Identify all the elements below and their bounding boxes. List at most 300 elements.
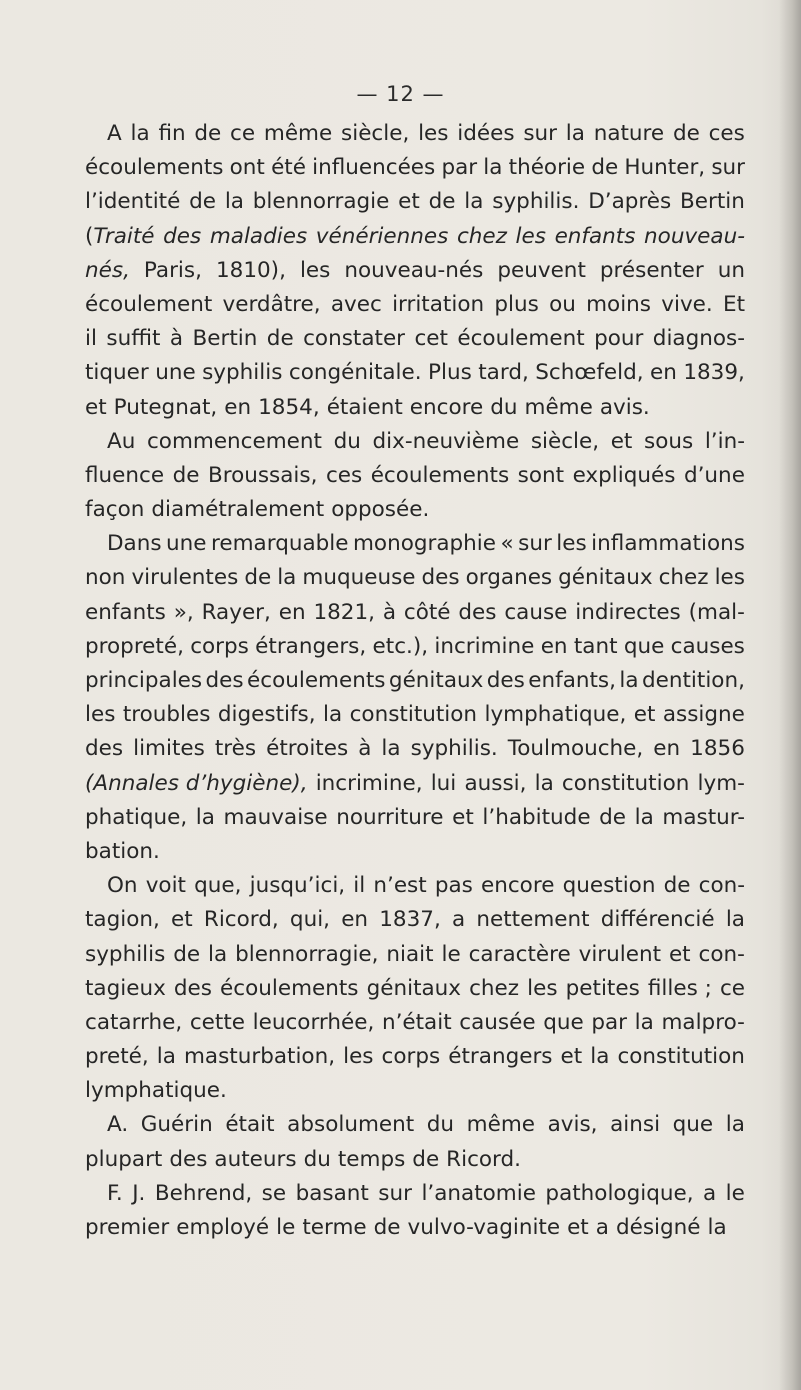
word: Ricord, xyxy=(203,907,279,933)
word: été xyxy=(271,155,306,181)
word: la xyxy=(277,565,297,591)
word: d’une xyxy=(683,462,745,488)
word: par xyxy=(591,1009,628,1035)
word: côté xyxy=(403,599,451,625)
word: des xyxy=(458,599,497,625)
word: Hunter, xyxy=(624,155,706,181)
word: ces xyxy=(325,462,363,488)
word: suffit xyxy=(106,326,161,352)
word: en xyxy=(653,736,681,762)
word: constater xyxy=(303,326,406,352)
word: Bertin xyxy=(192,326,258,352)
word: que xyxy=(543,1009,584,1035)
word: caractère xyxy=(468,941,571,967)
word: écoulements xyxy=(247,668,386,693)
word: blennorragie, xyxy=(235,941,379,967)
word: et xyxy=(171,907,193,933)
word: Toulmouche, xyxy=(507,736,644,762)
word: avis. xyxy=(599,394,650,420)
word: absolument xyxy=(287,1112,415,1138)
word: génitaux xyxy=(366,975,462,1001)
word: virulent xyxy=(578,941,662,967)
word: nourriture xyxy=(336,804,444,830)
word: encore xyxy=(409,394,484,420)
word: et xyxy=(633,702,656,728)
word: tiquer xyxy=(85,360,149,386)
word: la xyxy=(195,804,215,830)
word: les xyxy=(85,702,116,728)
word: constitution xyxy=(617,1044,745,1070)
word: écoulements xyxy=(85,155,224,181)
text-line xyxy=(85,561,745,595)
word: des xyxy=(85,736,124,762)
word: nouveau- xyxy=(644,223,745,249)
word: en xyxy=(224,394,252,420)
word: les xyxy=(418,121,449,146)
word: n’est xyxy=(373,873,427,899)
word: peuvent xyxy=(497,257,586,283)
word: nature xyxy=(593,121,665,146)
word: en xyxy=(341,907,369,933)
word: cet xyxy=(414,326,448,352)
word: et xyxy=(610,428,633,454)
word: vulvo-vaginite xyxy=(407,1215,561,1240)
word: nouveau-nés xyxy=(344,257,484,283)
text-line xyxy=(85,185,745,219)
word: expliqués xyxy=(572,462,676,488)
word: des xyxy=(205,668,244,693)
word: en xyxy=(540,633,568,659)
word: pour xyxy=(594,326,644,352)
word: sous xyxy=(644,428,694,454)
word: ainsi xyxy=(610,1112,661,1138)
page-edge-shadow xyxy=(779,0,801,1390)
word: il xyxy=(85,326,97,352)
word: et xyxy=(567,1215,589,1240)
word: la xyxy=(381,736,401,762)
word: syphilis. xyxy=(410,736,498,762)
word: désigné xyxy=(615,1215,701,1240)
text-line xyxy=(85,527,745,561)
word: de xyxy=(672,121,700,146)
text-line xyxy=(85,903,745,937)
word: la xyxy=(224,189,244,215)
text-line xyxy=(85,1006,745,1040)
text-line xyxy=(85,1177,745,1211)
word: la xyxy=(130,121,150,146)
word: et xyxy=(85,394,107,420)
word: ont xyxy=(229,155,265,181)
word: enfants xyxy=(554,223,636,249)
word: se xyxy=(261,1180,287,1206)
word: et xyxy=(452,804,474,830)
word: sont xyxy=(517,462,565,488)
word: inflammations xyxy=(591,531,745,557)
word: qui, xyxy=(289,907,331,933)
word: de xyxy=(194,121,222,146)
word: sur xyxy=(518,531,552,557)
word: opposée. xyxy=(331,497,430,523)
word: n’était xyxy=(381,1009,452,1035)
word: écoulements xyxy=(370,462,510,488)
word: A. xyxy=(107,1112,129,1138)
word: était xyxy=(225,1112,275,1138)
word: en xyxy=(650,360,677,386)
word: maladies xyxy=(209,223,308,249)
word: J. xyxy=(132,1180,146,1206)
word: fluence xyxy=(85,462,165,488)
text-line xyxy=(85,254,745,288)
word: présenter xyxy=(599,257,704,283)
word: du xyxy=(333,428,361,454)
text-line xyxy=(85,459,745,493)
word: la xyxy=(323,702,343,728)
word: Broussais, xyxy=(207,462,318,488)
word: et xyxy=(560,1044,583,1070)
word: sur xyxy=(711,155,745,181)
word: a xyxy=(595,1215,609,1240)
word: Schœfeld, xyxy=(535,360,644,386)
word: par xyxy=(441,155,478,181)
word: principales xyxy=(85,668,203,693)
word: le xyxy=(441,941,461,967)
word: pas xyxy=(434,873,473,899)
word: théorie xyxy=(508,155,586,181)
word: constitution xyxy=(349,702,478,728)
word: en xyxy=(278,599,306,625)
word: congénitale. xyxy=(288,360,422,386)
word: lym- xyxy=(697,770,745,796)
word: que, xyxy=(194,873,242,899)
word: voit xyxy=(145,873,186,899)
word: tagieux xyxy=(85,975,166,1001)
word: siècle, xyxy=(341,121,410,146)
text-line xyxy=(85,732,745,766)
word: verdâtre, xyxy=(222,291,321,317)
word: enfants xyxy=(85,599,166,625)
text-line xyxy=(85,288,745,322)
word: 1854, xyxy=(258,394,320,420)
word: à xyxy=(382,599,397,625)
word: auteurs xyxy=(214,1146,297,1172)
word: remarquable xyxy=(211,531,349,557)
word: enfants, xyxy=(528,668,616,693)
page-number: — 12 — xyxy=(356,82,445,106)
word: Guérin xyxy=(140,1112,213,1138)
word: causes xyxy=(670,633,745,659)
word: de xyxy=(173,941,201,967)
word: aussi, xyxy=(464,770,527,796)
word: écoulements xyxy=(220,975,359,1001)
text-line xyxy=(85,767,745,801)
word: ce xyxy=(230,121,256,146)
word: lymphatique, xyxy=(484,702,627,728)
word: a xyxy=(703,1180,717,1206)
word: la xyxy=(619,668,639,693)
word: monographie xyxy=(352,531,496,557)
word: étaient xyxy=(326,394,403,420)
word: Au xyxy=(107,428,136,454)
word: commencement xyxy=(146,428,322,454)
word: virulentes xyxy=(131,565,239,591)
text-line xyxy=(85,151,745,185)
word: filles ; xyxy=(647,975,712,1001)
word: et xyxy=(668,941,691,967)
word: avec xyxy=(330,291,382,317)
word: indirectes xyxy=(575,599,681,625)
word: Plus xyxy=(428,360,472,386)
word: constitution xyxy=(561,770,690,796)
word: plus xyxy=(494,291,539,317)
word: de xyxy=(373,1215,401,1240)
word: étroites xyxy=(266,736,349,762)
word: très xyxy=(214,736,257,762)
word: l’identité xyxy=(85,189,181,215)
word: les xyxy=(556,531,587,557)
word: con- xyxy=(698,941,745,967)
word: l’in- xyxy=(704,428,745,454)
word: employé xyxy=(176,1215,270,1240)
word: même xyxy=(466,1112,535,1138)
word: différencié xyxy=(600,907,715,933)
word: une xyxy=(166,531,207,557)
word: la xyxy=(725,907,745,933)
word: l’habitude xyxy=(482,804,591,830)
word: syphilis xyxy=(202,360,283,386)
word: des xyxy=(486,668,525,693)
word: les xyxy=(343,1044,374,1070)
word: les xyxy=(299,257,331,283)
word: causée xyxy=(459,1009,536,1035)
text-line xyxy=(85,425,745,459)
word: des xyxy=(421,565,460,591)
word: chez xyxy=(456,223,507,249)
text-line xyxy=(85,938,745,972)
word: que xyxy=(623,633,665,659)
word: à xyxy=(169,326,184,352)
word: de xyxy=(599,804,627,830)
word: Dans xyxy=(107,531,162,557)
word: incrimine xyxy=(434,633,535,659)
word: la xyxy=(725,1112,745,1138)
word: organes xyxy=(465,565,553,591)
word: corps xyxy=(381,1044,441,1070)
word: du xyxy=(426,1112,455,1138)
word: 1821, xyxy=(313,599,375,625)
word: cause xyxy=(504,599,568,625)
word: tant xyxy=(573,633,618,659)
text-line xyxy=(85,117,745,151)
text-line xyxy=(85,391,745,425)
word: un xyxy=(717,257,745,283)
word: (Traité xyxy=(85,223,155,249)
word: non xyxy=(85,565,126,591)
word: ces xyxy=(708,121,745,146)
word: de xyxy=(244,565,272,591)
word: il xyxy=(353,873,366,899)
word: et xyxy=(398,189,420,215)
word: A xyxy=(107,121,122,146)
word: troubles xyxy=(122,702,211,728)
text-line xyxy=(85,664,745,698)
text-line xyxy=(85,1108,745,1142)
word: petites xyxy=(565,975,640,1001)
word: étrangers, xyxy=(255,633,367,659)
text-line xyxy=(85,1143,745,1177)
word: propreté, xyxy=(85,633,184,659)
word: 1856 xyxy=(690,736,745,762)
word: terme xyxy=(302,1215,367,1240)
word: 1837, xyxy=(379,907,441,933)
text-line xyxy=(85,1211,745,1245)
word: premier xyxy=(85,1215,170,1240)
word: chez xyxy=(469,975,520,1001)
word: la xyxy=(590,1044,610,1070)
word: etc.), xyxy=(372,633,429,659)
word: encore xyxy=(481,873,555,899)
word: vénériennes xyxy=(315,223,449,249)
word: 1810), xyxy=(215,257,286,283)
word: leucorrhée, xyxy=(252,1009,375,1035)
word: des xyxy=(173,975,212,1001)
word: limites xyxy=(133,736,205,762)
word: même xyxy=(263,121,333,146)
word: une xyxy=(155,360,196,386)
word: ou xyxy=(549,291,576,317)
text-line xyxy=(85,1074,745,1108)
word: Et xyxy=(722,291,745,317)
word: ce xyxy=(719,975,745,1001)
word: siècle, xyxy=(530,428,600,454)
word: F. xyxy=(107,1180,123,1206)
word: muqueuse xyxy=(302,565,416,591)
word: a xyxy=(452,907,466,933)
word: basant xyxy=(295,1180,369,1206)
word: niait xyxy=(386,941,434,967)
word: diamétralement xyxy=(151,497,325,523)
word: la xyxy=(534,770,554,796)
word: lymphatique. xyxy=(85,1078,227,1104)
word: même xyxy=(524,394,593,420)
word: de xyxy=(591,155,619,181)
word: syphilis. xyxy=(492,189,580,215)
word: dentition, xyxy=(641,668,745,693)
word: question xyxy=(562,873,656,899)
text-line xyxy=(85,493,745,527)
word: bation. xyxy=(85,838,160,864)
word: la xyxy=(634,1009,654,1035)
word: moins xyxy=(586,291,651,317)
word: sur xyxy=(523,121,557,146)
word: des xyxy=(163,223,202,249)
word: temps xyxy=(337,1146,406,1172)
word: la xyxy=(156,1044,176,1070)
text-line xyxy=(85,356,745,390)
word: idées xyxy=(457,121,515,146)
text-line xyxy=(85,322,745,356)
word: « xyxy=(500,531,514,557)
text-line xyxy=(85,220,745,254)
word: les xyxy=(527,975,558,1001)
text-line xyxy=(85,972,745,1006)
text-line xyxy=(85,630,745,664)
word: dix-neuvième xyxy=(372,428,520,454)
word: pathologique, xyxy=(545,1180,694,1206)
word: digestifs, xyxy=(217,702,316,728)
word: de xyxy=(189,189,217,215)
word: plupart xyxy=(85,1146,163,1172)
word: de xyxy=(412,1146,440,1172)
word: cette xyxy=(189,1009,245,1035)
word: Putegnat, xyxy=(113,394,218,420)
word: (mal- xyxy=(688,599,745,625)
word: la xyxy=(483,155,503,181)
text-line xyxy=(85,596,745,630)
word: fin xyxy=(158,121,186,146)
word: les xyxy=(714,565,745,591)
word: la xyxy=(565,121,585,146)
word: », xyxy=(173,599,194,625)
word: jusqu’ici, xyxy=(249,873,346,899)
word: Rayer, xyxy=(201,599,271,625)
word: con- xyxy=(698,873,745,899)
word: tard, xyxy=(478,360,529,386)
word: (Annales d’hygiène), xyxy=(85,770,308,796)
word: diagnos- xyxy=(652,326,745,352)
word: incrimine, xyxy=(315,770,423,796)
word: le xyxy=(276,1215,296,1240)
word: de xyxy=(266,326,294,352)
word: 1839, xyxy=(683,360,745,386)
word: Ricord. xyxy=(446,1146,522,1172)
word: Behrend, xyxy=(154,1180,253,1206)
word: avis, xyxy=(547,1112,598,1138)
word: façon xyxy=(85,497,145,523)
text-line xyxy=(85,1040,745,1074)
word: que xyxy=(672,1112,714,1138)
word: corps xyxy=(190,633,249,659)
word: les xyxy=(515,223,546,249)
word: de xyxy=(663,873,691,899)
word: la xyxy=(464,189,484,215)
word: l’anatomie xyxy=(421,1180,536,1206)
word: mauvaise xyxy=(223,804,328,830)
word: le xyxy=(725,1180,745,1206)
word: écoulement xyxy=(85,291,213,317)
text-line xyxy=(85,698,745,732)
word: génitaux xyxy=(388,668,484,693)
word: blennorragie xyxy=(252,189,390,215)
text-line xyxy=(85,801,745,835)
word: vive. xyxy=(661,291,713,317)
word: assigne xyxy=(662,702,745,728)
word: chez xyxy=(658,565,709,591)
word: malpro- xyxy=(661,1009,745,1035)
word: nettement xyxy=(476,907,590,933)
word: D’après xyxy=(588,189,672,215)
text-line xyxy=(85,835,745,869)
word: des xyxy=(169,1146,208,1172)
word: irritation xyxy=(392,291,485,317)
word: de xyxy=(172,462,200,488)
word: Paris, xyxy=(143,257,202,283)
word: Bertin xyxy=(680,189,745,215)
word: mastur- xyxy=(662,804,745,830)
word: génitaux xyxy=(558,565,653,591)
word: du xyxy=(490,394,518,420)
word: influencées xyxy=(312,155,436,181)
word: tagion, xyxy=(85,907,160,933)
